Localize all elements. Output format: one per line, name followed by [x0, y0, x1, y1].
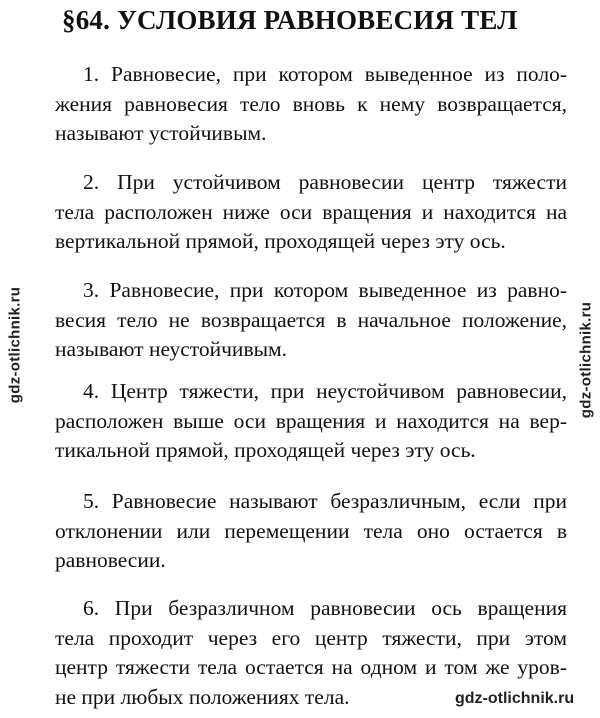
- paragraph-line: 4. Центр тяжести, при неустойчивом равновесии,: [83, 379, 567, 403]
- paragraph-line: отклонении или перемещении тела оно остается в: [55, 518, 567, 543]
- paragraph-line: весия тело не возвращается в начальное положение,: [55, 307, 567, 332]
- paragraph-line: тела проходит через его центр тяжести, при этом: [55, 625, 567, 650]
- page-title: §64. УСЛОВИЯ РАВНОВЕСИЯ ТЕЛ: [62, 5, 518, 35]
- paragraph-line: расположен выше оси вращения и находится на вер-: [55, 408, 567, 433]
- paragraph-line: 3. Равновесие, при котором выведенное из равно-: [83, 278, 567, 302]
- paragraph-5: [55, 487, 567, 576]
- paragraph-line: тикальной прямой, проходящей через эту ось.: [55, 438, 476, 462]
- paragraph-line: 2. При устойчивом равновесии центр тяжести: [83, 170, 567, 194]
- paragraph-line: называют устойчивым.: [55, 121, 267, 145]
- paragraph-1: [55, 60, 567, 149]
- paragraph-line: 5. Равновесие называют безразличным, если при: [83, 489, 567, 513]
- paragraph-line: называют неустойчивым.: [55, 337, 288, 361]
- paragraph-2: [55, 168, 567, 257]
- watermark-bottom: gdz-otlichnik.ru: [455, 690, 575, 707]
- watermark-left: gdz-otlichnik.ru: [6, 286, 24, 404]
- paragraph-line: 6. При безразличном равновесии ось вращения: [83, 596, 567, 620]
- paragraph-line: жения равновесия тело вновь к нему возвращается,: [55, 91, 567, 116]
- paragraph-line: не при любых положениях тела.: [55, 684, 350, 709]
- paragraph-4: [55, 377, 567, 466]
- paragraph-line: 1. Равновесие, при котором выведенное из поло-: [83, 62, 567, 86]
- paragraph-line: тела расположен ниже оси вращения и находится на: [55, 199, 567, 224]
- watermark-right: gdz-otlichnik.ru: [577, 301, 595, 419]
- paragraph-3: [55, 276, 567, 365]
- paragraph-line: центр тяжести тела остается на одном и том же уров-: [55, 655, 567, 679]
- paragraph-line: вертикальной прямой, проходящей через эту ось.: [55, 229, 506, 253]
- paragraph-line: равновесии.: [55, 548, 166, 572]
